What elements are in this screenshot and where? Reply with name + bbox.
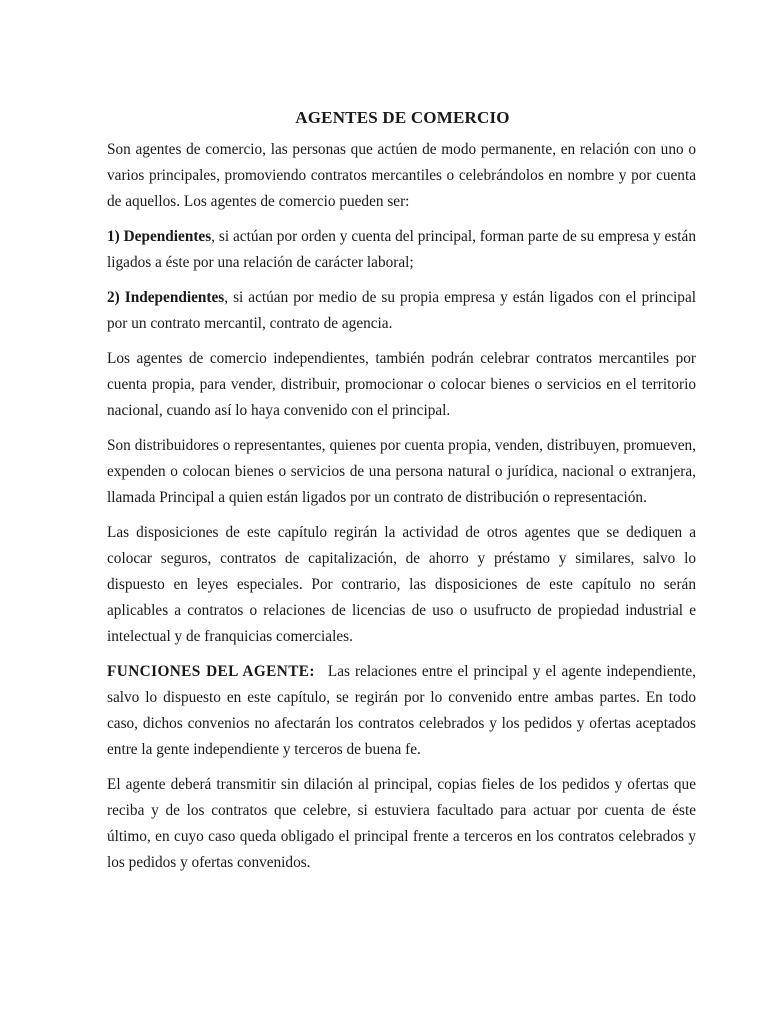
agentes-independientes-paragraph: Los agentes de comercio independientes, también podrán celebrar contratos mercantiles por cuenta propia, para vender, distribuir, promocionar o colocar bienes o servicios en el territorio nacional, cuando así lo haya convenido con el principal. — [107, 350, 696, 419]
distribuidores-paragraph: Son distribuidores o representantes, quienes por cuenta propia, venden, distribuyen, promueven, expenden o colocan bienes o servicios de una persona natural o jurídica, nacional o extranjera, llamada Principal a quien están ligados por un contrato de distribución o representación. — [107, 437, 696, 506]
funciones-text: Las relaciones entre el principal y el agente independiente, salvo lo dispuesto en este capítulo, se regirán por lo convenido entre ambas partes. En todo caso, dichos convenios no afectarán los contratos celebrados y los pedidos y ofertas aceptados entre la gente independiente y terceros de buena fe. — [107, 663, 696, 758]
funciones-paragraph — [107, 659, 696, 763]
independientes-text: , si actúan por medio de su propia empresa y están ligados con el principal por un contrato mercantil, contrato de agencia. — [107, 289, 696, 332]
funciones-label: FUNCIONES DEL AGENTE: — [107, 663, 315, 680]
independientes-paragraph — [107, 285, 696, 337]
disposiciones-paragraph: Las disposiciones de este capítulo regirán la actividad de otros agentes que se dediquen a colocar seguros, contratos de capitalización, de ahorro y préstamo y similares, salvo lo dispuesto en leyes especiales. Por contrario, las disposiciones de este capítulo no serán aplicables a contratos o relaciones de licencias de uso o usufructo de propiedad industrial e intelectual y de franquicias comerciales. — [107, 524, 696, 645]
dependientes-text: , si actúan por orden y cuenta del principal, forman parte de su empresa y están ligados a éste por una relación de carácter laboral; — [107, 228, 696, 271]
dependientes-label: 1) Dependientes — [107, 228, 212, 245]
intro-paragraph: Son agentes de comercio, las personas que actúen de modo permanente, en relación con uno o varios principales, promoviendo contratos mercantiles o celebrándolos en nombre y por cuenta de aquellos. Los agentes de comercio pueden ser: — [107, 141, 696, 210]
independientes-label: 2) Independientes — [107, 289, 225, 306]
transmitir-paragraph: El agente deberá transmitir sin dilación al principal, copias fieles de los pedidos y ofertas que reciba y de los contratos que celebre, si estuviera facultado para actuar por cuenta de éste último, en cuyo caso queda obligado el principal frente a terceros en los contratos celebrados y los pedidos y ofertas convenidos. — [107, 776, 696, 871]
document-title: AGENTES DE COMERCIO — [295, 108, 510, 127]
dependientes-paragraph — [107, 224, 696, 276]
